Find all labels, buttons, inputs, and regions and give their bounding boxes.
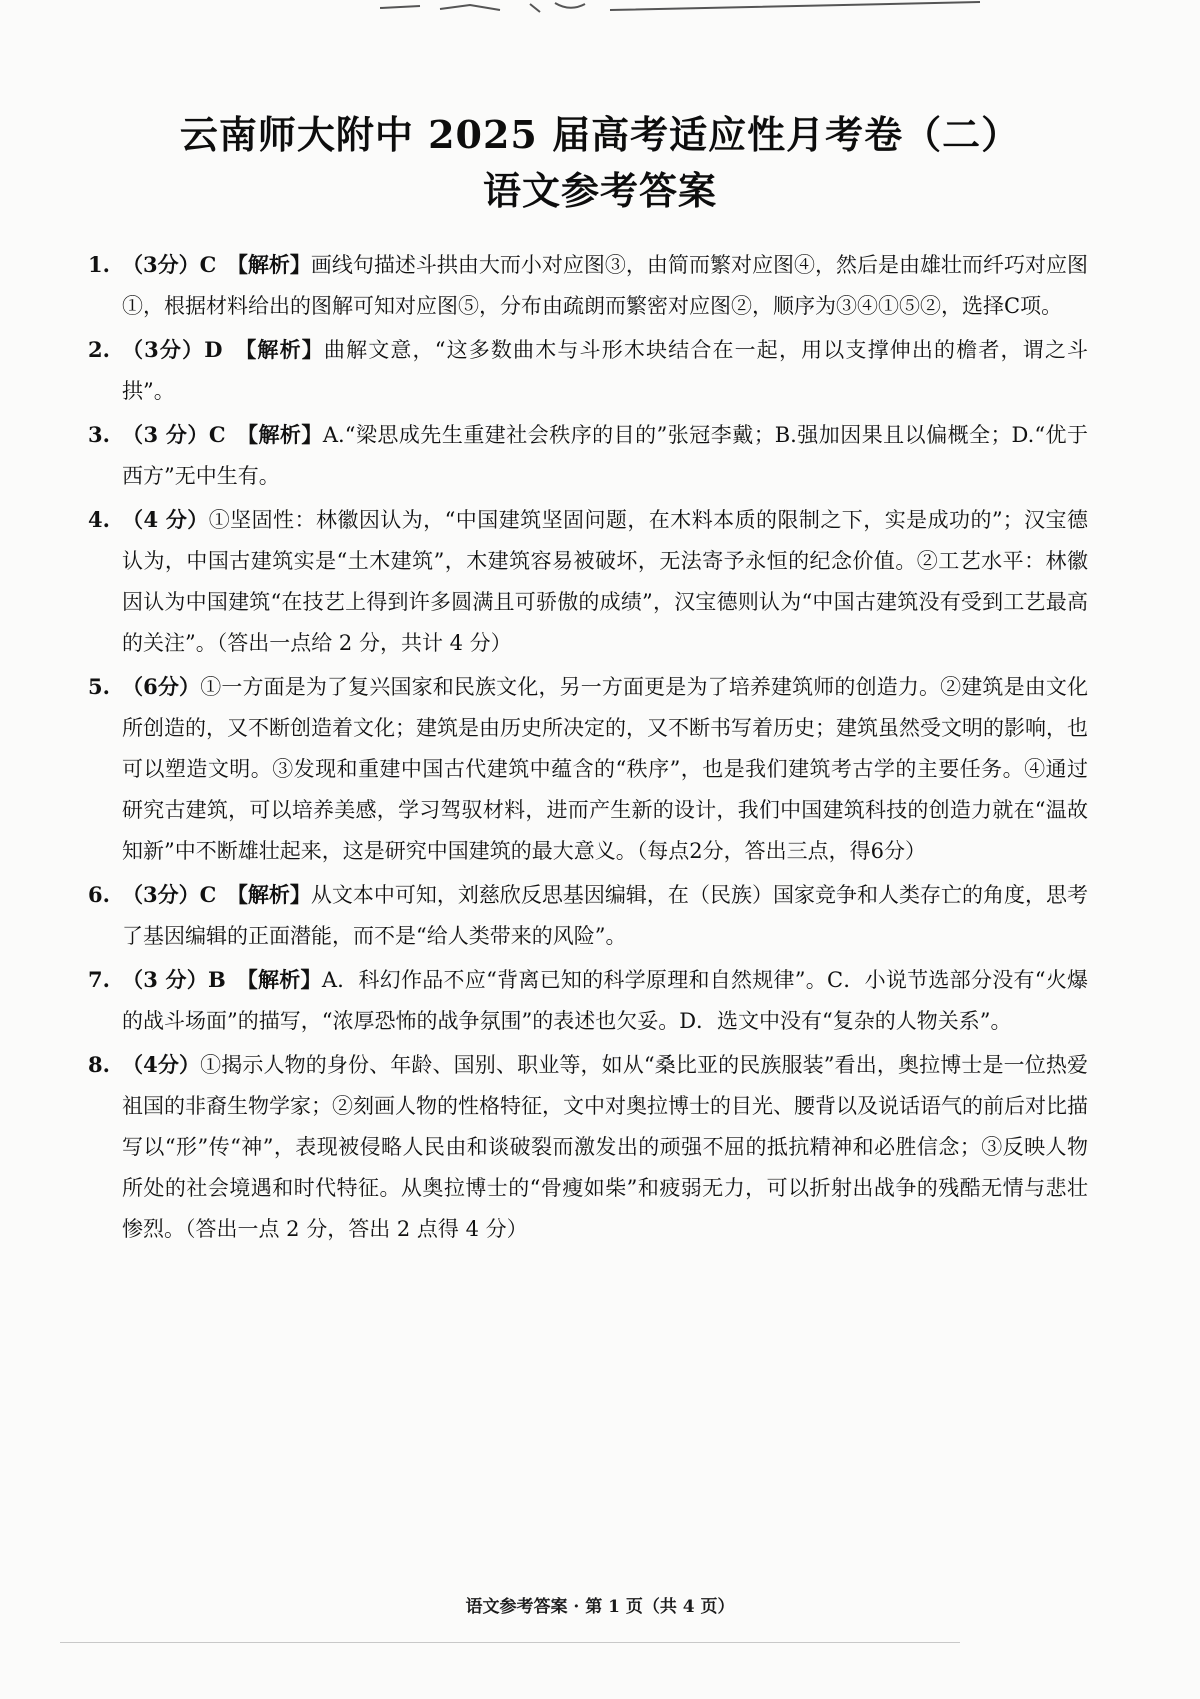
- question-number: 6.: [88, 882, 110, 907]
- question-number: 5.: [88, 674, 110, 699]
- answer-item-5: [88, 666, 1088, 872]
- answer-text: 曲解文意，“这多数曲木与斗形木块结合在一起，用以支撑伸出的檐者，谓之斗拱”。: [122, 338, 1088, 403]
- question-number: 1.: [88, 252, 110, 277]
- question-number: 3.: [88, 422, 110, 447]
- answer-item-4: [88, 499, 1088, 664]
- footer-divider: [60, 1642, 960, 1643]
- answer-text: 画线句描述斗拱由大而小对应图③，由简而繁对应图④，然后是由雄壮而纤巧对应图①，根据材料给出的图解可知对应图⑤，分布由疏朗而繁密对应图②，顺序为③④①⑤②，选择C项。: [122, 253, 1089, 318]
- answer-item-6: [88, 874, 1088, 957]
- question-score: （4分）: [122, 1052, 201, 1077]
- answer-item-3: [88, 414, 1088, 497]
- answer-item-1: [88, 244, 1088, 327]
- answer-text: ①一方面是为了复兴国家和民族文化，另一方面更是为了培养建筑师的创造力。②建筑是由文化所创造的，又不断创造着文化；建筑是由历史所决定的，又不断书写着历史；建筑虽然受文明的影响，也可以塑造文明。③发现和重建中国古代建筑中蕴含的“秩序”，也是我们建筑考古学的主要任务。④通过研究古建筑，可以培养美感，学习驾驭材料，进而产生新的设计，我们中国建筑科技的创造力就在“温故知新”中不断雄壮起来，这是研究中国建筑的最大意义。（每点2分，答出三点，得6分）: [122, 675, 1088, 863]
- page-footer: 语文参考答案 · 第 1 页（共 4 页）: [465, 1597, 735, 1617]
- question-number: 4.: [88, 507, 110, 532]
- answer-item-8: [88, 1044, 1088, 1250]
- document-title: 云南师大附中 2025 届高考适应性月考卷（二）: [179, 112, 1021, 157]
- question-score: （6分）: [122, 674, 201, 699]
- answer-item-2: [88, 329, 1088, 412]
- question-score: （3 分）C 【解析】: [122, 422, 323, 447]
- question-score: （4 分）: [122, 507, 209, 532]
- answer-text: ①坚固性：林徽因认为，“中国建筑坚固问题，在木料本质的限制之下，实是成功的”；汉宝德认为，中国古建筑实是“土木建筑”，木建筑容易被破坏，无法寄予永恒的纪念价值。②工艺水平：林徽因认为中国建筑“在技艺上得到许多圆满且可骄傲的成绩”，汉宝德则认为“中国古建筑没有受到工艺最高的关注”。（答出一点给 2 分，共计 4 分）: [122, 508, 1088, 655]
- answer-text: A．科幻作品不应“背离已知的科学原理和自然规律”。C．小说节选部分没有“火爆的战斗场面”的描写，“浓厚恐怖的战争氛围”的表述也欠妥。D．选文中没有“复杂的人物关系”。: [122, 968, 1088, 1033]
- answer-text: 从文本中可知，刘慈欣反思基因编辑，在（民族）国家竞争和人类存亡的角度，思考了基因编辑的正面潜能，而不是“给人类带来的风险”。: [122, 883, 1089, 948]
- question-score: （3分）C 【解析】: [122, 882, 311, 907]
- question-score: （3 分）B 【解析】: [122, 967, 322, 992]
- question-number: 2.: [88, 337, 110, 362]
- document-subtitle: 语文参考答案: [482, 168, 717, 213]
- answer-item-7: [88, 959, 1088, 1042]
- question-score: （3分）C 【解析】: [122, 252, 311, 277]
- answer-list: [88, 244, 1088, 1252]
- handwritten-scribble: [380, 0, 1040, 14]
- question-number: 7.: [88, 967, 110, 992]
- answer-text: ①揭示人物的身份、年龄、国别、职业等，如从“桑比亚的民族服装”看出，奥拉博士是一位热爱祖国的非裔生物学家；②刻画人物的性格特征，文中对奥拉博士的目光、腰背以及说话语气的前后对比描写以“形”传“神”，表现被侵略人民由和谈破裂而激发出的顽强不屈的抵抗精神和必胜信念；③反映人物所处的社会境遇和时代特征。从奥拉博士的“骨瘦如柴”和疲弱无力，可以折射出战争的残酷无情与悲壮惨烈。（答出一点 2 分，答出 2 点得 4 分）: [122, 1053, 1089, 1241]
- question-score: （3分）D 【解析】: [122, 337, 324, 362]
- answer-text: A.“梁思成先生重建社会秩序的目的”张冠李戴；B.强加因果且以偏概全；D.“优于西方”无中生有。: [122, 423, 1088, 488]
- question-number: 8.: [88, 1052, 110, 1077]
